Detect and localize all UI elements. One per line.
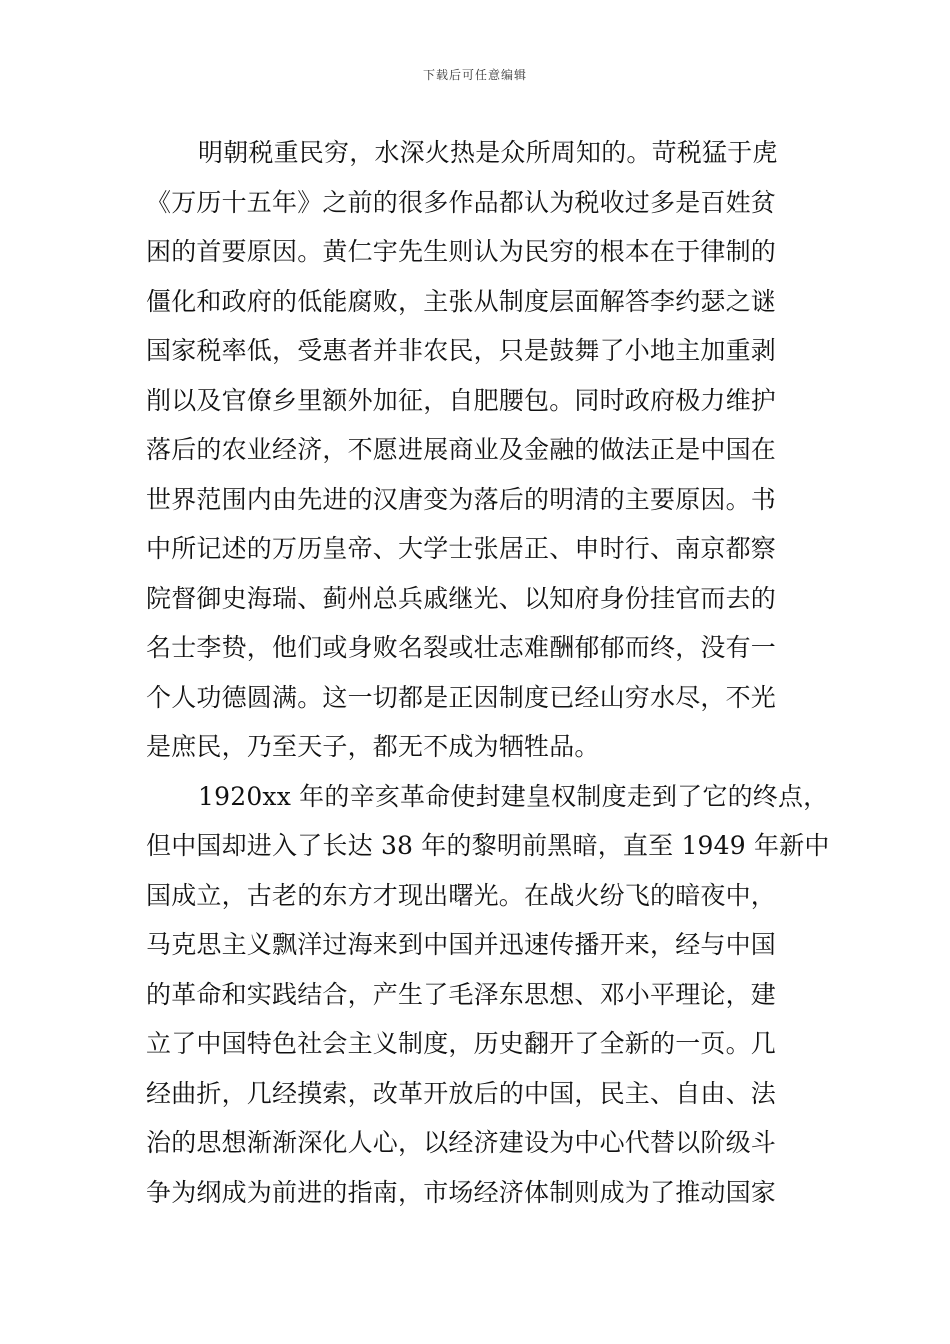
paragraph-1-line-8: 世界范围内由先进的汉唐变为落后的明清的主要原因。书 [146,484,777,514]
paragraph-2-line-1: 1920xx 年的辛亥革命使封建皇权制度走到了它的终点， [198,781,829,811]
body-text [146,128,830,1217]
paragraph-1-line-2: 《万历十五年》之前的很多作品都认为税收过多是百姓贫 [146,187,777,217]
paragraph-2-line-3: 国成立，古老的东方才现出曙光。在战火纷飞的暗夜中， [146,880,777,910]
paragraph-1-line-13: 是庶民，乃至天子，都无不成为牺牲品。 [146,732,600,761]
paragraph-2-line-6: 立了中国特色社会主义制度，历史翻开了全新的一页。几 [146,1029,777,1058]
header-note: 下载后可任意编辑 [422,68,527,82]
paragraph-2-line-8: 治的思想渐渐深化人心，以经济建设为中心代替以阶级斗 [146,1128,777,1157]
paragraph-2-line-5: 的革命和实践结合，产生了毛泽东思想、邓小平理论，建 [146,979,777,1009]
paragraph-1-line-4: 僵化和政府的低能腐败，主张从制度层面解答李约瑟之谜 [146,286,777,316]
paragraph-1-line-3: 困的首要原因。黄仁宇先生则认为民穷的根本在于律制的 [146,237,777,266]
paragraph-1-line-9: 中所记述的万历皇帝、大学士张居正、申时行、南京都察 [146,534,777,563]
paragraph-2-line-7: 经曲折，几经摸索，改革开放后的中国，民主、自由、法 [146,1078,777,1108]
paragraph-1-line-5: 国家税率低，受惠者并非农民，只是鼓舞了小地主加重剥 [146,336,777,365]
paragraph-2-line-4: 马克思主义飘洋过海来到中国并迅速传播开来，经与中国 [146,930,777,959]
paragraph-2-line-2: 但中国却进入了长达 38 年的黎明前黑暗，直至 1949 年新中 [146,831,830,860]
paragraph-1-line-7: 落后的农业经济，不愿进展商业及金融的做法正是中国在 [146,435,777,464]
paragraph-1-line-10: 院督御史海瑞、蓟州总兵戚继光、以知府身份挂官而去的 [146,583,777,613]
paragraph-1-line-6: 削以及官僚乡里额外加征，自肥腰包。同时政府极力维护 [146,385,777,415]
paragraph-1-line-11: 名士李贽，他们或身败名裂或壮志难酬郁郁而终，没有一 [146,633,777,662]
paragraph-2-line-9: 争为纲成为前进的指南，市场经济体制则成为了推动国家 [146,1177,777,1207]
paragraph-1-line-12: 个人功德圆满。这一切都是正因制度已经山穷水尽，不光 [146,682,777,712]
paragraph-1-line-1: 明朝税重民穷，水深火热是众所周知的。苛税猛于虎 [198,138,778,167]
